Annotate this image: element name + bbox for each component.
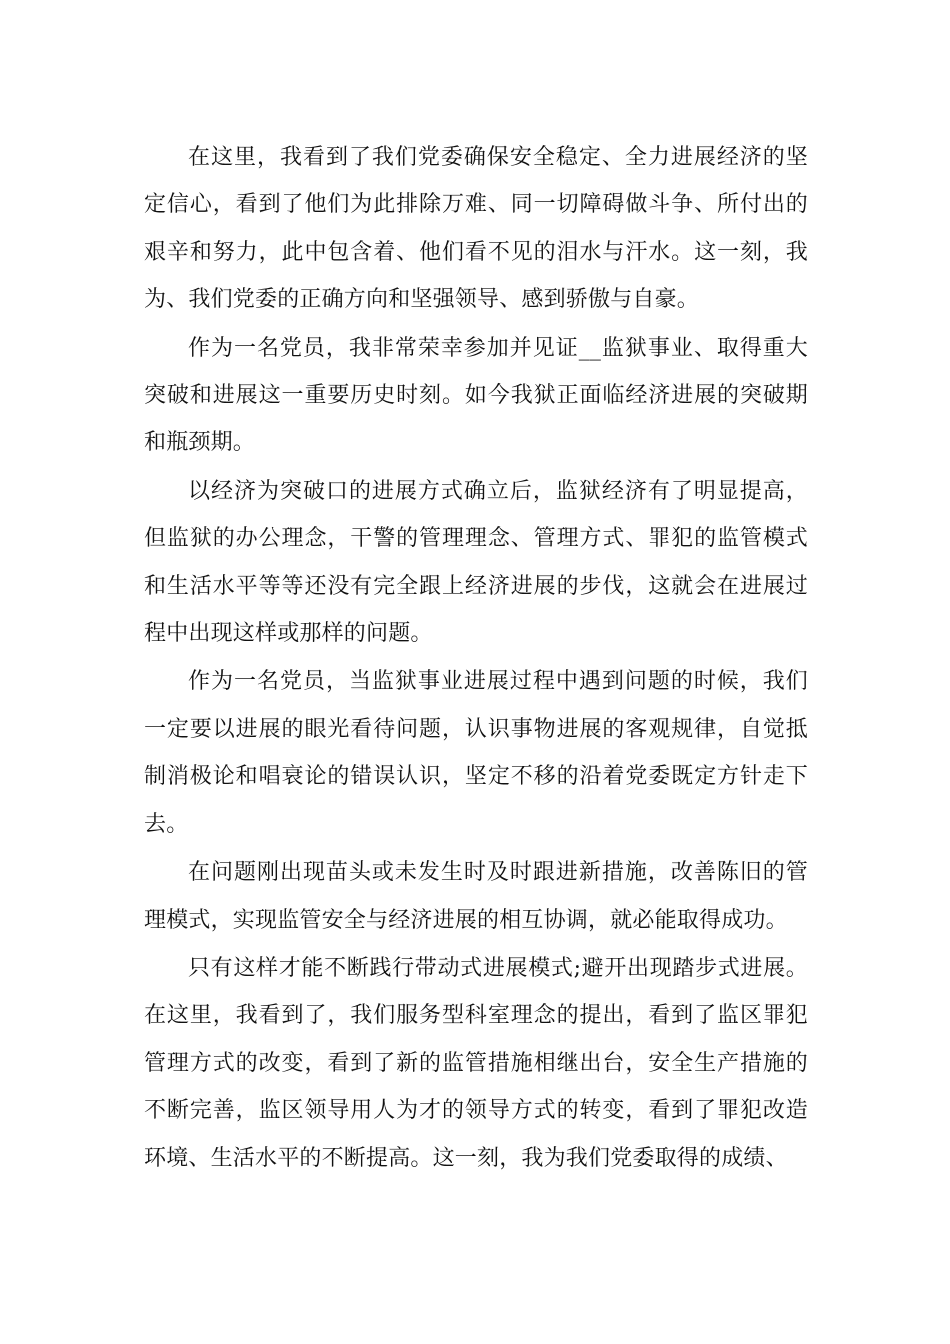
paragraph-6: 只有这样才能不断践行带动式进展模式;避开出现踏步式进展。在这里，我看到了，我们服务型科室理念的提出，看到了监区罪犯管理方式的改变，看到了新的监管措施相继出台，安全生产措施的不断完善，监区领导用人为才的领导方式的转变，看到了罪犯改造环境、生活水平的不断提高。这一刻，我为我们党委取得的成绩、: [144, 955, 808, 1171]
paragraph-1: 在这里，我看到了我们党委确保安全稳定、全力进展经济的坚定信心，看到了他们为此排除万难、同一切障碍做斗争、所付出的艰辛和努力，此中包含着、他们看不见的泪水与汗水。这一刻，我为、我们党委的正确方向和坚强领导、感到骄傲与自豪。: [144, 145, 808, 313]
paragraph-4: 作为一名党员，当监狱事业进展过程中遇到问题的时候，我们一定要以进展的眼光看待问题，认识事物进展的客观规律，自觉抵制消极论和唱衰论的错误认识，坚定不移的沿着党委既定方针走下去。: [144, 669, 808, 837]
paragraph-5: 在问题刚出现苗头或未发生时及时跟进新措施，改善陈旧的管理模式，实现监管安全与经济进展的相互协调，就必能取得成功。: [144, 860, 808, 933]
paragraph-2: 作为一名党员，我非常荣幸参加并见证__监狱事业、取得重大突破和进展这一重要历史时刻。如今我狱正面临经济进展的突破期和瓶颈期。: [144, 335, 808, 456]
paragraph-3: 以经济为突破口的进展方式确立后，监狱经济有了明显提高，但监狱的办公理念，干警的管理理念、管理方式、罪犯的监管模式和生活水平等等还没有完全跟上经济进展的步伐，这就会在进展过程中出现这样或那样的问题。: [144, 478, 808, 647]
